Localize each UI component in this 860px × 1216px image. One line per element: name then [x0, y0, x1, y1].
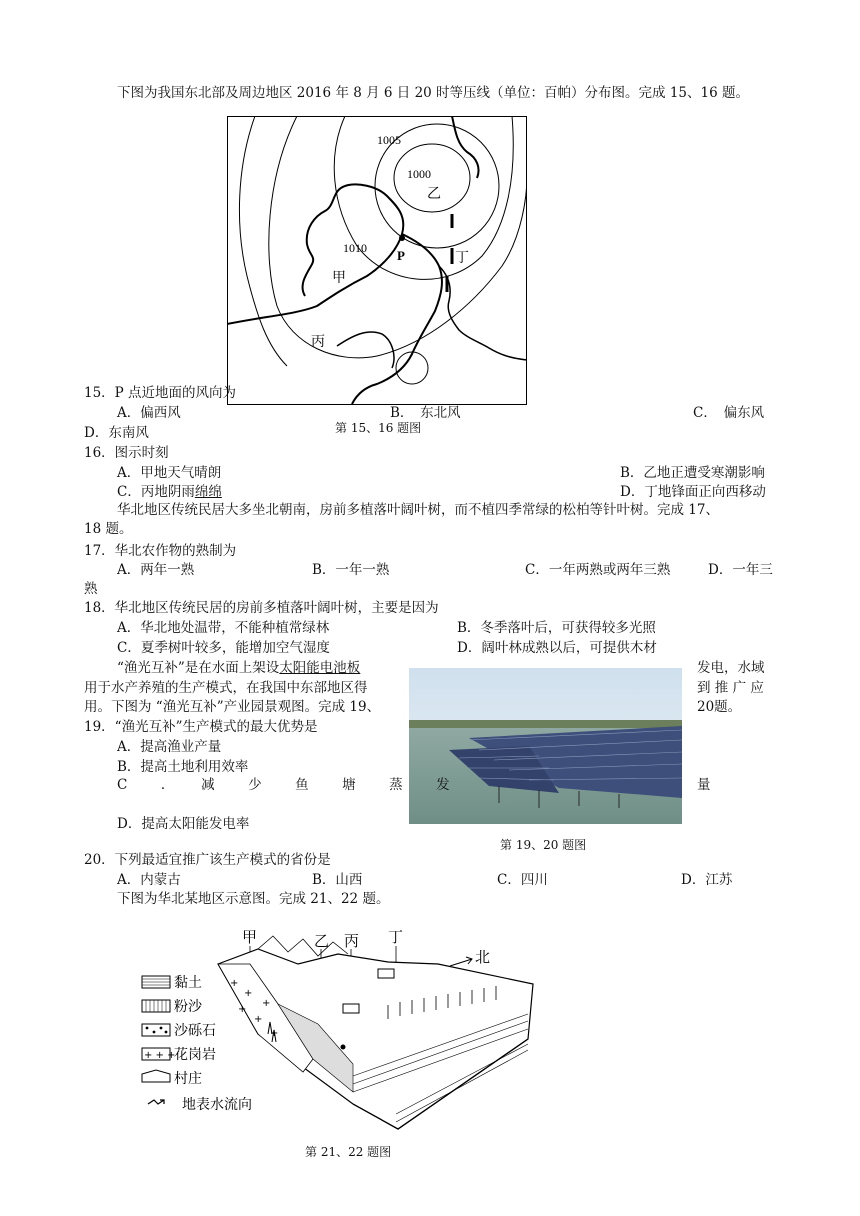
map1-caption: 第 15、16 题图 — [335, 421, 422, 435]
q15-stem: 15．P 点近地面的风向为 — [84, 385, 237, 401]
isobar-label-1010: 1010 — [343, 241, 367, 255]
svg-text:+: + — [262, 998, 271, 1009]
q20-option-c: C．四川 — [497, 872, 548, 888]
intro-text-19-20-line3-end: 20题。 — [697, 699, 742, 715]
legend-surface-water-flow: 地表水流向 — [182, 1097, 252, 1113]
intro-text-17-18: 华北地区传统民居大多坐北朝南，房前多植落叶阔叶树，而不植四季常绿的松柏等针叶树。完成 17、 — [117, 502, 719, 518]
q19-option-b: B．提高土地利用效率 — [117, 759, 249, 775]
label-yi: 乙 — [314, 932, 330, 950]
intro-text-19-20-line1: “渔光互补”是在水面上架设太阳能电池板 — [117, 660, 361, 676]
intro-text-21-22: 下图为华北某地区示意图。完成 21、22 题。 — [117, 891, 390, 907]
q18-option-c: C．夏季树叶较多，能增加空气湿度 — [117, 640, 330, 656]
q16-stem: 16．图示时刻 — [84, 445, 169, 461]
label-north: 北 — [475, 948, 491, 966]
q19-option-c: C ． 减 少 鱼 塘 蒸 发 — [117, 777, 460, 793]
q17-option-d: D．一年三 — [708, 562, 773, 578]
point-jia: 甲 — [332, 270, 346, 286]
point-p: P — [397, 248, 405, 263]
legend-gravel: 沙砾石 — [174, 1023, 216, 1039]
intro-text-19-20-line2: 用于水产养殖的生产模式，在我国中东部地区得 — [84, 680, 368, 696]
q16-option-b: B．乙地正遭受寒潮影响 — [620, 465, 765, 481]
legend-village: 村庄 — [174, 1071, 202, 1087]
photo-caption: 第 19、20 题图 — [500, 838, 587, 852]
q19-stem: 19．“渔光互补”生产模式的最大优势是 — [84, 719, 318, 735]
label-jia: 甲 — [242, 928, 258, 946]
q19-option-c-end: 量 — [697, 777, 711, 793]
q16-option-d: D．丁地锋面正向西移动 — [620, 484, 766, 500]
label-bing: 丙 — [344, 932, 360, 950]
q15-option-c: C． 偏东风 — [693, 405, 765, 421]
q17-option-a: A．两年一熟 — [117, 562, 195, 578]
legend-granite: 花岗岩 — [174, 1047, 216, 1063]
q15-option-a: A．偏西风 — [117, 405, 181, 421]
intro-text-15-16: 下图为我国东北部及周边地区 2016 年 8 月 6 日 20 时等压线（单位：百帕）分布图。完成 15、16 题。 — [117, 85, 749, 101]
solar-farm-photo — [409, 668, 682, 824]
q16-option-c: C．丙地阴雨绵绵 — [117, 484, 222, 500]
q20-option-a: A．内蒙古 — [117, 872, 181, 888]
legend-clay: 黏土 — [174, 975, 202, 991]
svg-text:+: + — [238, 1004, 247, 1015]
q15-option-d: D．东南风 — [84, 425, 149, 441]
point-ding: 丁 — [455, 250, 469, 266]
isobar-label-1000: 1000 — [407, 167, 431, 181]
q15-option-b: B． 东北风 — [390, 405, 461, 421]
svg-text:+: + — [254, 1014, 263, 1025]
q18-option-d: D．阔叶林成熟以后，可提供木材 — [457, 640, 657, 656]
map2-caption: 第 21、22 题图 — [305, 1145, 392, 1159]
q17-option-b: B．一年一熟 — [312, 562, 390, 578]
intro-text-19-20-line3: 用。下图为 “渔光互补”产业园景观图。完成 19、 — [84, 699, 381, 715]
q20-option-d: D．江苏 — [681, 872, 733, 888]
intro-text-19-20-line1-end: 发电，水域 — [697, 660, 765, 676]
q17-option-d-cont: 熟 — [84, 581, 98, 597]
q18-stem: 18．华北地区传统民居的房前多植落叶阔叶树，主要是因为 — [84, 600, 439, 616]
svg-text:+: + — [244, 988, 253, 999]
point-yi: 乙 — [427, 186, 441, 202]
geology-block-diagram — [138, 924, 558, 1139]
svg-text:+: + — [270, 1028, 279, 1039]
intro-text-19-20-line2-end: 到 推 广 应 — [697, 680, 764, 696]
q17-stem: 17．华北农作物的熟制为 — [84, 543, 237, 559]
q20-option-b: B．山西 — [312, 872, 363, 888]
svg-text:+ + +: + + + — [144, 1050, 176, 1061]
q16-option-a: A．甲地天气晴朗 — [117, 465, 222, 481]
isobar-label-1005: 1005 — [377, 133, 401, 147]
isobar-map — [227, 116, 527, 406]
q18-option-b: B．冬季落叶后，可获得较多光照 — [457, 620, 656, 636]
label-ding: 丁 — [388, 928, 404, 946]
svg-text:+: + — [230, 978, 239, 989]
q18-option-a: A．华北地处温带，不能种植常绿林 — [117, 620, 330, 636]
legend-silt: 粉沙 — [174, 999, 202, 1015]
intro-text-17-18-cont: 18 题。 — [84, 521, 133, 537]
point-bing: 丙 — [311, 334, 325, 350]
q19-option-a: A．提高渔业产量 — [117, 739, 222, 755]
q20-stem: 20．下列最适宜推广该生产模式的省份是 — [84, 852, 331, 868]
q19-option-d: D．提高太阳能发电率 — [117, 816, 250, 832]
q17-option-c: C．一年两熟或两年三熟 — [525, 562, 671, 578]
